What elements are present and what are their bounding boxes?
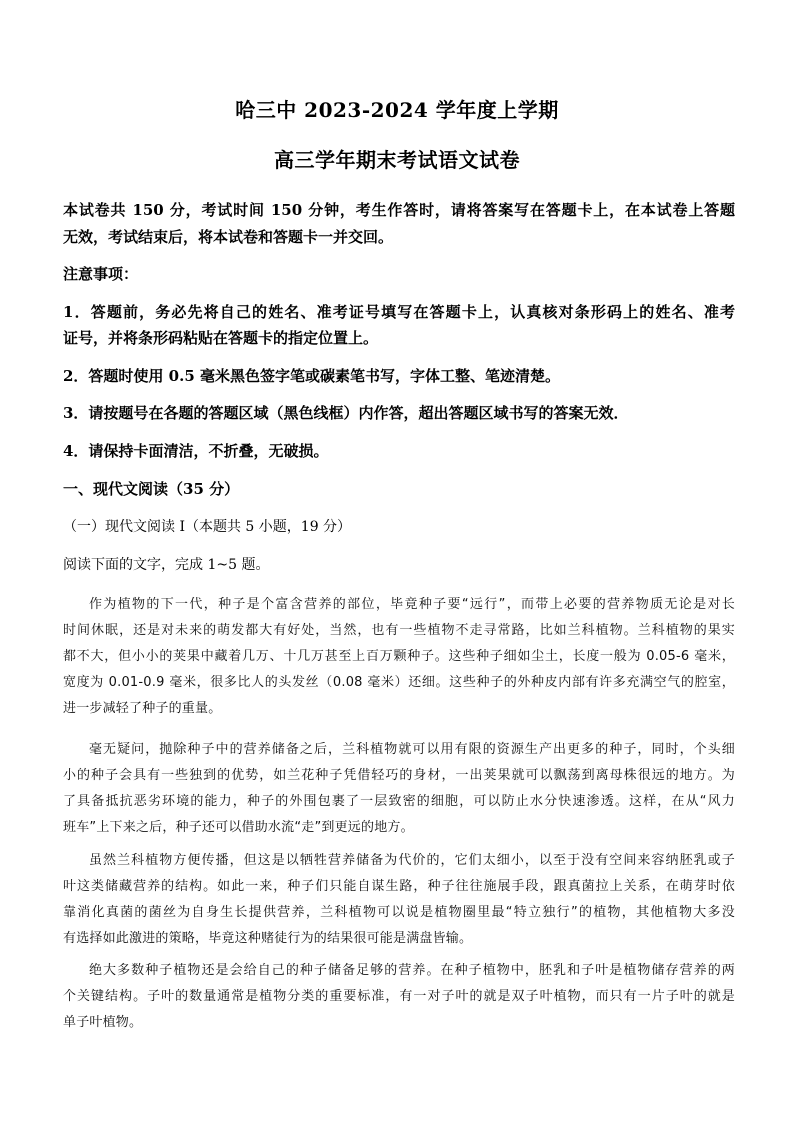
notice-item-3: 3．请按题号在各题的答题区域（黑色线框）内作答，超出答题区域书写的答案无效． bbox=[63, 404, 629, 422]
passage-line: 宽度为 0.01-0.9 毫米，很多比人的头发丝（0.08 毫米）还细。这些种子的外种皮内部有许多充满空气的腔室， bbox=[63, 675, 735, 690]
passage-line: 有选择如此激进的策略，毕竟这种赌徒行为的结果很可能是满盘皆输。 bbox=[63, 931, 473, 946]
exam-subtitle: 高三学年期末考试语文试卷 bbox=[274, 148, 520, 172]
passage-line: 班车”上下来之后，种子还可以借助水流“走”到更远的地方。 bbox=[63, 820, 414, 835]
passage-paragraph-2 bbox=[63, 737, 735, 841]
passage-line: 单子叶植物。 bbox=[63, 1015, 143, 1030]
notice-item-1-line-1: 1．答题前，务必先将自己的姓名、准考证号填写在答题卡上，认真核对条形码上的姓名、准考 bbox=[63, 303, 735, 321]
passage-paragraph-4 bbox=[63, 958, 735, 1036]
passage-line: 毫无疑问，抛除种子中的营养储备之后，兰科植物就可以用有限的资源生产出更多的种子，同时，个头细 bbox=[89, 742, 735, 757]
section-subheading: （一）现代文阅读 I（本题共 5 小题，19 分） bbox=[63, 519, 352, 535]
passage-paragraph-1 bbox=[63, 592, 735, 722]
notice-item-2: 2．答题时使用 0.5 毫米黑色签字笔或碳素笔书写，字体工整、笔迹清楚。 bbox=[63, 367, 560, 385]
passage-paragraph-3 bbox=[63, 848, 735, 952]
section-heading: 一、现代文阅读（35 分） bbox=[63, 480, 240, 498]
intro-line-1: 本试卷共 150 分，考试时间 150 分钟，考生作答时，请将答案写在答题卡上，在本试卷上答题 bbox=[63, 201, 735, 219]
notice-item-4: 4．请保持卡面清洁，不折叠，无破损。 bbox=[63, 442, 329, 460]
reading-directions: 阅读下面的文字，完成 1~5 题。 bbox=[63, 557, 270, 573]
passage-line: 叶这类储藏营养的结构。如此一来，种子们只能自谋生路，种子往往施展手段，跟真菌拉上关系，在萌芽时依 bbox=[63, 879, 735, 894]
passage-line: 了具备抵抗恶劣环境的能力，种子的外围包裹了一层致密的细胞，可以防止水分快速渗透。这样，在从“风力 bbox=[63, 794, 735, 809]
notice-heading: 注意事项： bbox=[63, 265, 139, 283]
passage-line: 虽然兰科植物方便传播，但这是以牺牲营养储备为代价的，它们太细小，以至于没有空间来容纳胚乳或子 bbox=[89, 853, 735, 868]
passage-line: 靠消化真菌的菌丝为自身生长提供营养，兰科植物可以说是植物圈里最“特立独行”的植物，其他植物大多没 bbox=[63, 905, 735, 920]
intro-line-2: 无效，考试结束后，将本试卷和答题卡一并交回。 bbox=[63, 228, 394, 246]
passage-line: 进一步减轻了种子的重量。 bbox=[63, 701, 222, 716]
passage-line: 作为植物的下一代，种子是个富含营养的部位，毕竟种子要“远行”，而带上必要的营养物质无论是对长 bbox=[89, 597, 735, 612]
passage-line: 绝大多数种子植物还是会给自己的种子储备足够的营养。在种子植物中，胚乳和子叶是植物储存营养的两 bbox=[89, 963, 735, 978]
exam-title: 哈三中 2023-2024 学年度上学期 bbox=[235, 98, 559, 122]
notice-item-1-line-2: 证号，并将条形码粘贴在答题卡的指定位置上。 bbox=[63, 329, 379, 347]
passage-line: 个关键结构。子叶的数量通常是植物分类的重要标准，有一对子叶的就是双子叶植物，而只有一片子叶的就是 bbox=[63, 989, 735, 1004]
passage-line: 小的种子会具有一些独到的优势，如兰花种子凭借轻巧的身材，一出荚果就可以飘荡到离母株很远的地方。为 bbox=[63, 768, 735, 783]
passage-line: 都不大，但小小的荚果中藏着几万、十几万甚至上百万颗种子。这些种子细如尘土，长度一般为 0.05-6 毫米， bbox=[63, 649, 735, 664]
passage-line: 时间休眠，还是对未来的萌发都大有好处，当然，也有一些植物不走寻常路，比如兰科植物。兰科植物的果实 bbox=[63, 623, 735, 638]
